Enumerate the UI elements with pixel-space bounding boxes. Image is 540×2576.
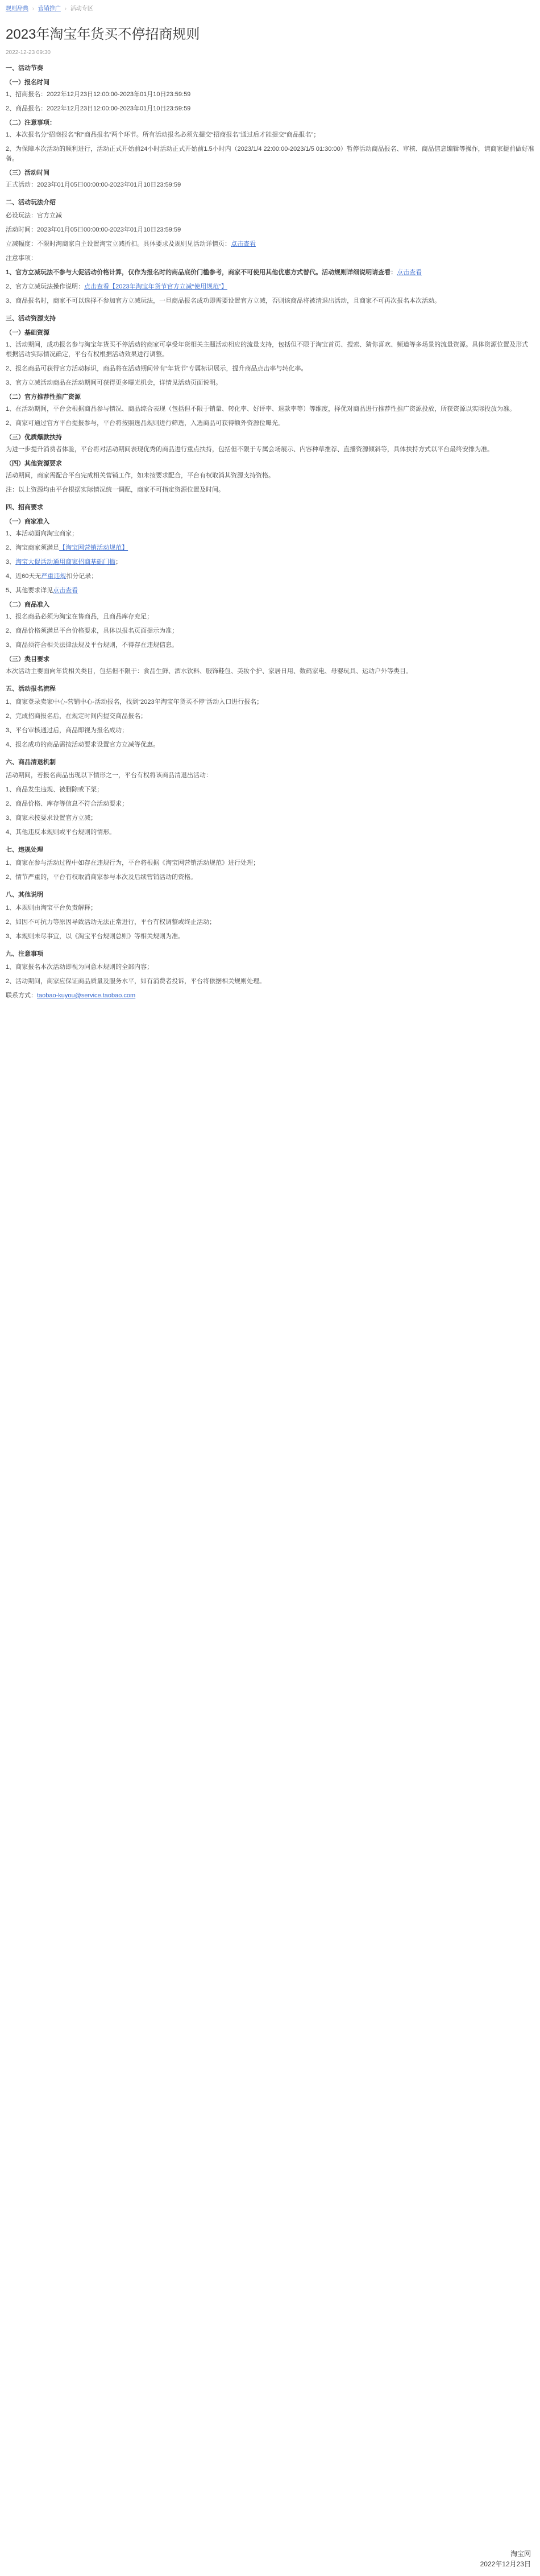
paragraph [6, 558, 534, 567]
paragraph: 注：以上资源均由平台根据实际情况统一调配，商家不可指定资源位置及时间。 [6, 486, 225, 493]
paragraph [6, 268, 534, 278]
paragraph-text: ； [115, 559, 122, 565]
paragraph: 2、情节严重的，平台有权取消商家参与本次及后续营销活动的资格。 [6, 874, 197, 881]
paragraph: 1、在活动期间，平台会根据商品参与情况、商品综合表现（包括但不限于销量、转化率、好评率、退款率等）等维度，择优对商品进行推荐性推广资源投放，所获资源以实际投放为准。 [6, 406, 516, 412]
breadcrumb-item-marketing[interactable]: 营销推广 [38, 6, 61, 12]
section-heading: 二、活动玩法介绍 [6, 199, 56, 206]
paragraph-text: 立减幅度：不限时淘商家自主设置淘宝立减折扣。具体要求及规则见活动详情页： [6, 241, 231, 247]
paragraph: 1、报名商品必须为淘宝在售商品，且商品库存充足； [6, 613, 153, 620]
paragraph: 正式活动：2023年01月05日00:00:00-2023年01月10日23:59:59 [6, 181, 181, 188]
details-link[interactable]: 点击查看 [397, 269, 422, 276]
paragraph: 2、如因不可抗力等原因导致活动无法正常进行，平台有权调整或终止活动； [6, 919, 216, 926]
article-body [6, 64, 534, 1001]
subsection-heading: （二）注意事项： [6, 119, 56, 126]
section-heading: 三、活动资源支持 [6, 315, 56, 322]
rules-link[interactable]: 【淘宝网营销活动规范】 [59, 544, 128, 551]
subsection-heading: （三）活动时间 [6, 170, 49, 176]
section-heading: 四、招商要求 [6, 504, 43, 511]
paragraph: 1、商家在参与活动过程中如存在违规行为，平台将根据《淘宝网营销活动规范》进行处理； [6, 860, 260, 866]
subsection-heading: （三）优质爆款扶持 [6, 434, 62, 441]
paragraph: 本次活动主要面向年货相关类目，包括但不限于：食品生鲜、酒水饮料、服饰鞋包、美妆个护、家居日用、数码家电、母婴玩具、运动户外等类目。 [6, 668, 412, 675]
subsection-heading: （三）类目要求 [6, 656, 49, 663]
paragraph [6, 572, 534, 581]
usage-guide-link[interactable]: 点击查看【2023年淘宝年货节官方立减“使用规范”】 [84, 283, 227, 290]
paragraph-text: 5、其他要求详见 [6, 587, 53, 594]
paragraph: 2、活动期间，商家应保证商品质量及服务水平，如有消费者投诉，平台将依据相关规则处理。 [6, 978, 266, 985]
paragraph: 1、本活动面向淘宝商家； [6, 530, 78, 537]
paragraph: 1、本规则由淘宝平台负责解释； [6, 905, 97, 911]
breadcrumb-separator: › [32, 6, 35, 12]
paragraph: 活动期间，若报名商品出现以下情形之一，平台有权将该商品清退出活动： [6, 772, 212, 779]
paragraph: 3、本规则未尽事宜，以《淘宝平台规则总则》等相关规则为准。 [6, 933, 185, 940]
details-link[interactable]: 点击查看 [231, 241, 256, 247]
paragraph: 4、报名成功的商品需按活动要求设置官方立减等优惠。 [6, 741, 160, 748]
signature-block [480, 2549, 531, 2569]
paragraph [6, 240, 534, 249]
page-title: 2023年淘宝年货买不停招商规则 [6, 27, 200, 42]
breadcrumb-separator: › [64, 6, 67, 12]
paragraph [6, 586, 534, 596]
paragraph: 2、商品价格、库存等信息不符合活动要求； [6, 800, 128, 807]
paragraph: 3、平台审核通过后，商品即视为报名成功； [6, 727, 128, 734]
section-heading: 七、违规处理 [6, 847, 43, 853]
section-heading: 六、商品清退机制 [6, 759, 56, 766]
paragraph-text: 1、官方立减玩法不参与大促活动价格计算，仅作为报名时的商品底价门槛参考，商家不可使用其他优惠方式替代。活动规则详细说明请查看： [6, 269, 397, 276]
publish-date: 2022-12-23 09:30 [6, 49, 51, 56]
paragraph: 2、商家可通过官方平台提报参与，平台将按照选品规则进行筛选，入选商品可获得额外资源位曝光。 [6, 420, 285, 427]
subsection-heading: （二）官方推荐性推广资源 [6, 394, 81, 401]
paragraph: 2、商品报名：2022年12月23日12:00:00-2023年01月10日23:59:59 [6, 105, 191, 112]
paragraph-text: 3、 [6, 559, 16, 565]
paragraph: 3、商品报名时，商家不可以选择不参加官方立减玩法，一旦商品报名成功即需要设置官方立减，否则该商品将被清退出活动，且商家不可再次报名本次活动。 [6, 298, 441, 304]
paragraph [6, 543, 534, 553]
subsection-heading: （一）基础资源 [6, 329, 49, 336]
paragraph: 必设玩法：官方立减 [6, 212, 62, 219]
paragraph: 1、活动期间，成功报名参与淘宝年货买不停活动的商家可享受年货相关主题活动相应的流量支持，包括但不限于淘宝首页、搜索、猜你喜欢、频道等多场景的流量资源。具体资源位置及形式根据活动实际情况确定，平台有权根据活动效果进行调整。 [6, 341, 529, 358]
breadcrumb [6, 0, 534, 10]
section-heading: 一、活动节奏 [6, 65, 43, 72]
signature-date: 2022年12月23日 [480, 2560, 531, 2568]
paragraph-text: 扣分记录； [66, 573, 98, 580]
paragraph: 1、本次报名分“招商报名”和“商品报名”两个环节。所有活动报名必须先提交“招商报名”通过后才能提交“商品报名”； [6, 131, 320, 138]
breadcrumb-item-rules[interactable]: 规则辞典 [6, 6, 28, 12]
paragraph: 1、商品发生违规、被删除或下架； [6, 786, 103, 793]
subsection-heading: （一）商家准入 [6, 518, 49, 525]
paragraph: 2、商品价格须满足平台价格要求，具体以报名页面提示为准； [6, 628, 178, 634]
subsection-heading: （二）商品准入 [6, 601, 49, 608]
signature-org: 淘宝网 [510, 2550, 531, 2558]
section-heading: 九、注意事项 [6, 951, 43, 957]
section-heading: 八、其他说明 [6, 891, 43, 898]
paragraph: 1、招商报名：2022年12月23日12:00:00-2023年01月10日23:59:59 [6, 91, 191, 98]
paragraph: 为进一步提升消费者体验，平台将对活动期间表现优秀的商品进行重点扶持，包括但不限于专属会场展示、内容种草推荐、直播资源倾斜等，具体扶持方式以平台最终安排为准。 [6, 446, 493, 453]
paragraph: 3、商家未按要求设置官方立减； [6, 815, 97, 821]
paragraph: 活动时间：2023年01月05日00:00:00-2023年01月10日23:59:59 [6, 226, 181, 233]
paragraph: 2、为保障本次活动的顺利进行，活动正式开始前24小时活动正式开始前1.5小时内（2023/1/4 22:00:00-2023/1/5 01:30:00）暂停活动商品报名、审核、商品信息编辑等操作，请商家提前做好准备。 [6, 146, 534, 162]
paragraph [6, 282, 534, 292]
subsection-heading: （一）报名时间 [6, 79, 49, 86]
section-heading: 五、活动报名流程 [6, 686, 56, 692]
paragraph: 注意事项： [6, 255, 37, 262]
paragraph-text: 2、淘宝商家须满足 [6, 544, 60, 551]
contact-email-link[interactable]: taobao-kuyou@service.taobao.com [37, 992, 136, 999]
paragraph-text: 2、官方立减玩法操作说明： [6, 283, 85, 290]
threshold-link[interactable]: 淘宝大促活动通用商家招商基础门槛 [15, 559, 116, 565]
paragraph: 1、商家报名本次活动即视为同意本规则的全部内容； [6, 964, 153, 971]
paragraph: 1、商家登录卖家中心-营销中心-活动报名，找到“2023年淘宝年货买不停”活动入口进行报名； [6, 699, 263, 705]
paragraph-text: 4、近60天无 [6, 573, 41, 580]
paragraph-text: 联系方式： [6, 992, 37, 999]
paragraph [6, 991, 534, 1001]
paragraph: 3、商品须符合相关法律法规及平台规则，不得存在违规信息。 [6, 642, 178, 649]
paragraph: 活动期间，商家需配合平台完成相关营销工作，如未按要求配合，平台有权取消其资源支持资格。 [6, 472, 275, 479]
subsection-heading: （四）其他资源要求 [6, 460, 62, 467]
paragraph: 2、完成招商报名后，在规定时间内提交商品报名； [6, 713, 147, 720]
details-link[interactable]: 点击查看 [53, 587, 78, 594]
paragraph: 4、其他违反本规则或平台规则的情形。 [6, 829, 116, 836]
violation-link[interactable]: 严重违规 [41, 573, 67, 580]
paragraph: 3、官方立减活动商品在活动期间可获得更多曝光机会，详情见活动页面说明。 [6, 379, 222, 386]
breadcrumb-item-activity: 活动专区 [70, 6, 93, 12]
paragraph: 2、报名商品可获得官方活动标识，商品将在活动期间带有“年货节”专属标识展示，提升商品点击率与转化率。 [6, 365, 308, 372]
